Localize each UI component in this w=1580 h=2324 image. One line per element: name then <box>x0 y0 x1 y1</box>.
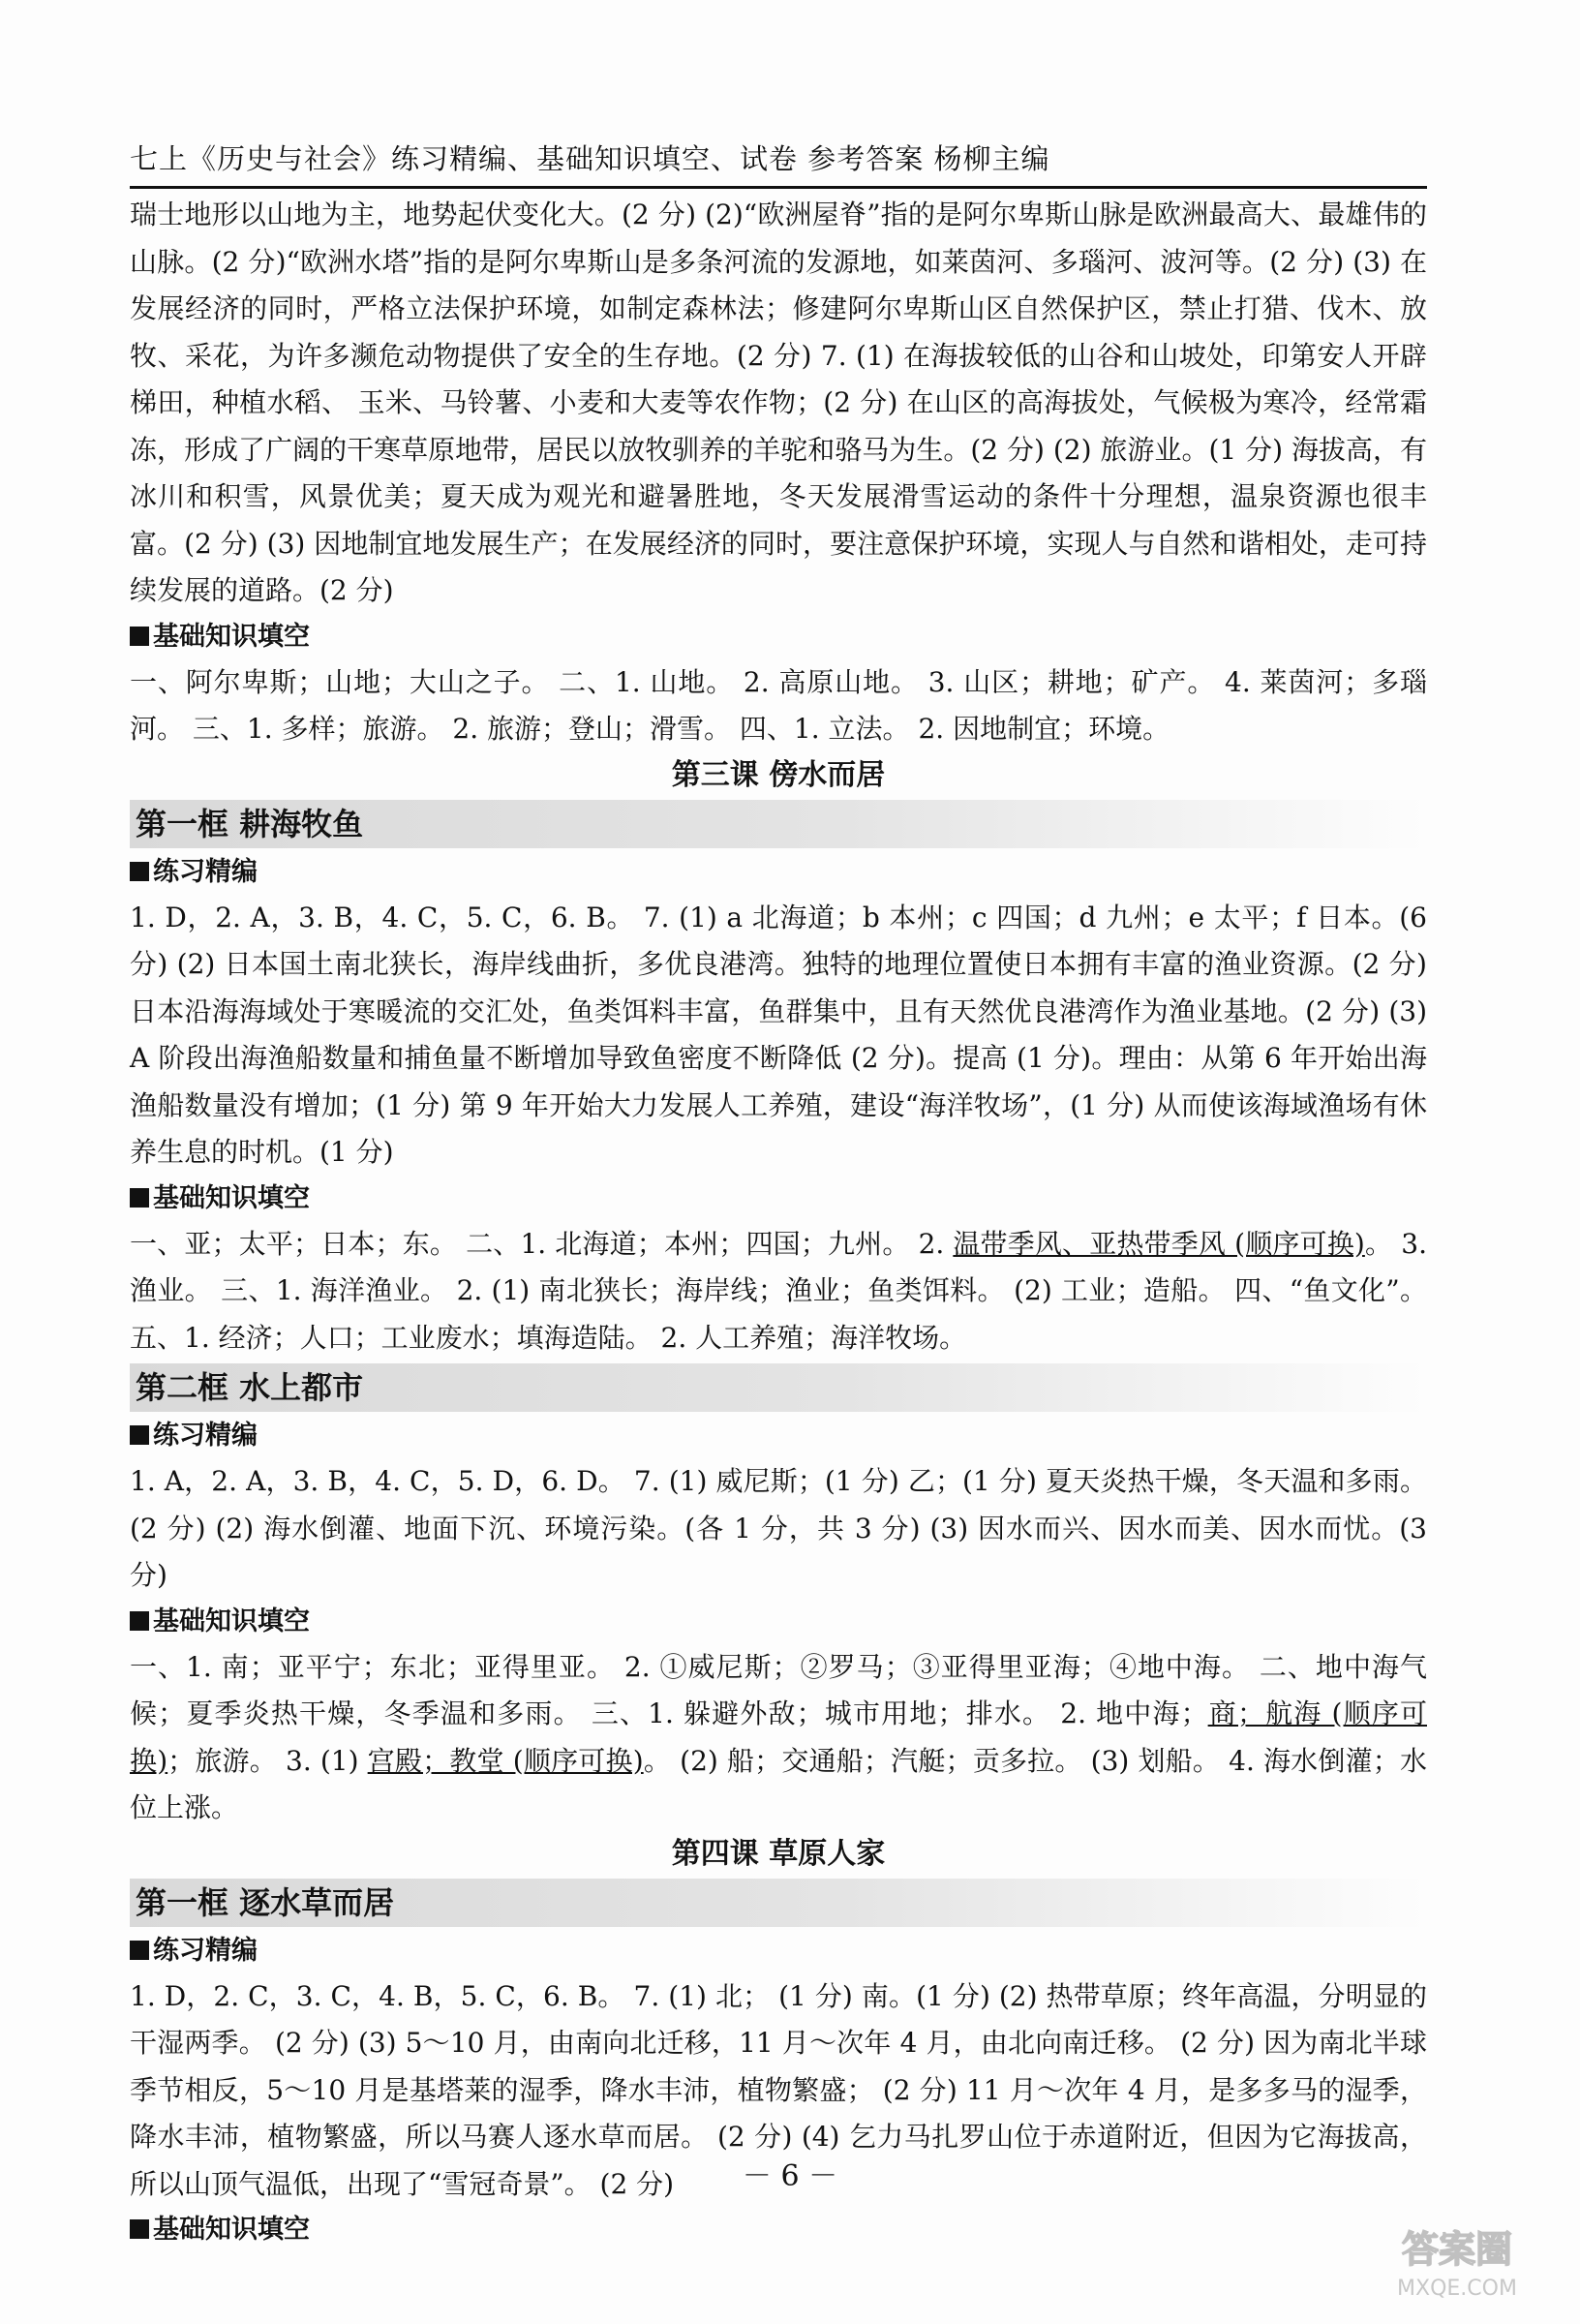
page-number: － 6 － <box>742 2159 838 2193</box>
answer-content <box>130 192 1427 2252</box>
lesson3-frame2-practice-answers: 1. A，2. A，3. B，4. C，5. D，6. D。 7. (1) 威尼斯；(1 分) 乙；(1 分) 夏天炎热干燥，冬天温和多雨。(2 分) (2) 海水倒灌、地面下沉、环境污染。(各 1 分，共 3 分) (3) 因水而兴、因水而美、因水而忧。(3 分) <box>130 1465 1427 1591</box>
watermark-text: 答案圈 <box>1401 2228 1513 2271</box>
watermark-url: MXQE.COM <box>1397 2277 1517 2301</box>
lesson3-frame2-title: 第二框 水上都市 <box>130 1363 1427 1412</box>
intro-answers: 瑞士地形以山地为主，地势起伏变化大。(2 分) (2)“欧洲屋脊”指的是阿尔卑斯山脉是欧洲最高大、最雄伟的山脉。(2 分)“欧洲水塔”指的是阿尔卑斯山是多条河流的发源地，如莱茵河、多瑙河、波河等。(2 分) (3) 在发展经济的同时，严格立法保护环境，如制定森林法；修建阿尔卑斯山区自然保护区，禁止打猎、伐木、放牧、采花，为许多濒危动物提供了安全的生存地。(2 分) 7. (1) 在海拔较低的山谷和山坡处，印第安人开辟梯田，种植水稻、 玉米、马铃薯、小麦和大麦等农作物；(2 分) 在山区的高海拔处，气候极为寒冷，经常霜冻，形成了广阔的干寒草原地带，居民以放牧驯养的羊驼和骆马为生。(2 分) (2) 旅游业。(1 分) 海拔高，有冰川和积雪，风景优美；夏天成为观光和避暑胜地，冬天发展滑雪运动的条件十分理想，温泉资源也很丰富。(2 分) (3) 因地制宜地发展生产；在发展经济的同时，要注意保护环境，实现人与自然和谐相处，走可持续发展的道路。(2 分) <box>130 199 1427 606</box>
lesson3-frame1-basics-heading: 基础知识填空 <box>130 1177 1427 1221</box>
underlined-answer: 温带季风、亚热带季风 (顺序可换) <box>953 1227 1365 1260</box>
lesson3-frame1-practice-heading: 练习精编 <box>130 850 1427 895</box>
square-bullet-icon <box>130 1188 149 1208</box>
lesson4-frame1-basics-heading: 基础知识填空 <box>130 2208 1427 2252</box>
lesson3-frame1-title: 第一框 耕海牧鱼 <box>130 800 1427 848</box>
intro-basics-heading: 基础知识填空 <box>130 615 1427 659</box>
square-bullet-icon <box>130 862 149 881</box>
lesson3-frame2-basics-heading: 基础知识填空 <box>130 1600 1427 1644</box>
lesson3-frame1-basics-answers: 一、亚；太平；日本；东。 二、1. 北海道；本州；四国；九州。 2. 温带季风、亚热带季风 (顺序可换)。 3. 渔业。 三、1. 海洋渔业。 2. (1) 南北狭长；海岸线；渔业；鱼类饵料。 (2) 工业；造船。 四、“鱼文化”。 五、1. 经济；人口；工业废水；填海造陆。 2. 人工养殖；海洋牧场。 <box>130 1227 1427 1354</box>
square-bullet-icon <box>130 2219 149 2239</box>
lesson3-frame2-practice-heading: 练习精编 <box>130 1414 1427 1458</box>
square-bullet-icon <box>130 627 149 646</box>
lesson4-frame1-title: 第一框 逐水草而居 <box>130 1879 1427 1927</box>
underlined-answer: 商；航海 (顺序可换) <box>130 1697 1427 1777</box>
running-header <box>130 136 1427 189</box>
lesson4-title: 第四课 草原人家 <box>671 1836 886 1871</box>
square-bullet-icon <box>130 1425 149 1445</box>
square-bullet-icon <box>130 1611 149 1631</box>
lesson4-frame1-practice-heading: 练习精编 <box>130 1929 1427 1973</box>
lesson3-title: 第三课 傍水而居 <box>671 757 886 792</box>
lesson3-frame2-basics-answers: 一、1. 南；亚平宁；东北；亚得里亚。 2. ①威尼斯；②罗马；③亚得里亚海；④地中海。 二、地中海气候；夏季炎热干燥，冬季温和多雨。 三、1. 躲避外敌；城市用地；排水。 2. 地中海；商；航海 (顺序可换)；旅游。 3. (1) 宫殿；教堂 (顺序可换)。 (2) 船；交通船；汽艇；贡多拉。 (3) 划船。 4. 海水倒灌；水位上涨。 <box>130 1650 1428 1823</box>
lesson3-frame1-practice-answers: 1. D，2. A，3. B，4. C，5. C，6. B。 7. (1) a 北海道；b 本州；c 四国；d 九州；e 太平；f 日本。(6 分) (2) 日本国土南北狭长，海岸线曲折，多优良港湾。独特的地理位置使日本拥有丰富的渔业资源。(2 分) 日本沿海海域处于寒暖流的交汇处，鱼类饵料丰富，鱼群集中，且有天然优良港湾作为渔业基地。(2 分) (3) A 阶段出海渔船数量和捕鱼量不断增加导致鱼密度不断降低 (2 分)。提高 (1 分)。理由：从第 6 年开始出海渔船数量没有增加；(1 分) 第 9 年开始大力发展人工养殖，建设“海洋牧场”，(1 分) 从而使该海域渔场有休养生息的时机。(1 分) <box>130 901 1427 1168</box>
lesson4-frame1-practice-answers: 1. D，2. C，3. C，4. B，5. C，6. B。 7. (1) 北； (1 分) 南。(1 分) (2) 热带草原；终年高温，分明显的干湿两季。 (2 分) (3) 5～10 月，由南向北迁移，11 月～次年 4 月，由北向南迁移。 (2 分) 因为南北半球季节相反，5～10 月是基塔莱的湿季，降水丰沛，植物繁盛； (2 分) 11 月～次年 4 月，是多多马的湿季，降水丰沛，植物繁盛，所以马赛人逐水草而居。 (2 分) (4) 乞力马扎罗山位于赤道附近，但因为它海拔高，所以山顶气温低，出现了“雪冠奇景”。 (2 分) <box>130 1979 1427 2200</box>
underlined-answer: 宫殿；教堂 (顺序可换) <box>367 1744 644 1777</box>
square-bullet-icon <box>130 1941 149 1960</box>
watermark-logo-icon <box>1355 2219 1559 2305</box>
header-title: 七上《历史与社会》练习精编、基础知识填空、试卷 参考答案 杨柳主编 <box>130 142 1050 175</box>
intro-basics-answers: 一、阿尔卑斯；山地；大山之子。 二、1. 山地。 2. 高原山地。 3. 山区；耕地；矿产。 4. 莱茵河；多瑙河。 三、1. 多样；旅游。 2. 旅游；登山；滑雪。 四、1. 立法。 2. 因地制宜；环境。 <box>130 665 1427 745</box>
